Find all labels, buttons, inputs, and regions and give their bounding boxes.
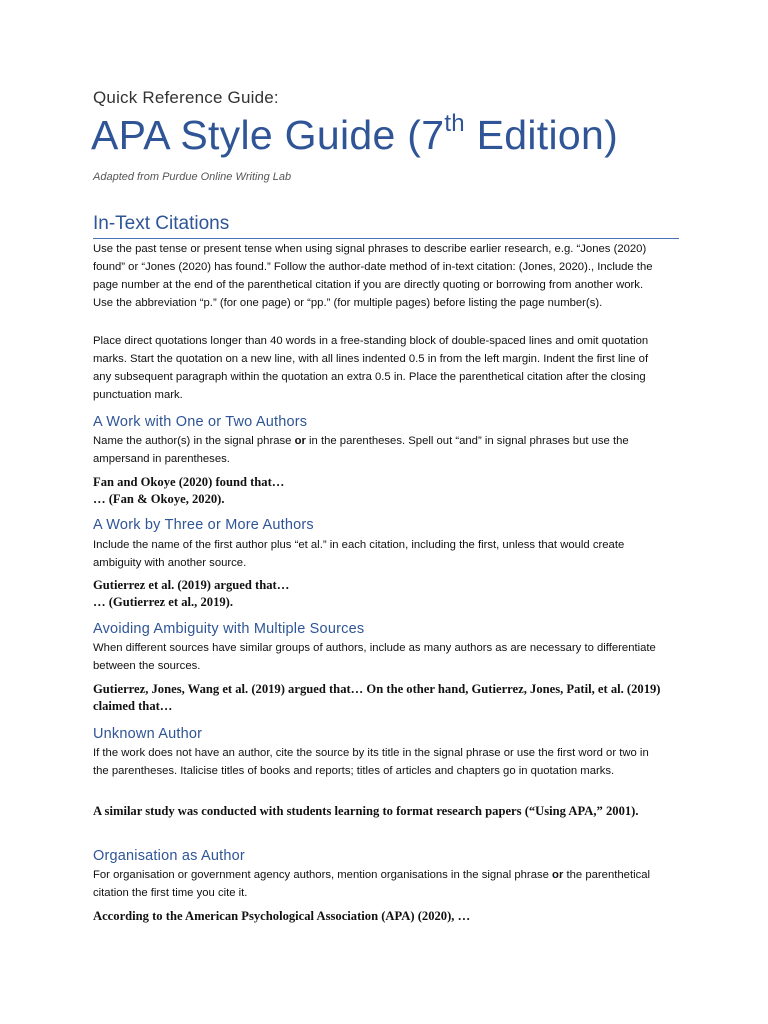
subheading-unknown-author: Unknown Author — [93, 726, 203, 742]
text-part: the parenthetical citation the first time you cite it. — [93, 869, 651, 899]
title-end: Edition) — [464, 112, 619, 158]
three-or-more-authors-text: Include the name of the first author plus “et al.” in each citation, including the first, unless that would create ambiguity with another source. — [93, 539, 625, 569]
example-line: Fan and Okoye (2020) found that… — [93, 475, 285, 489]
subheading-one-or-two-authors: A Work with One or Two Authors — [93, 414, 308, 430]
subheading-three-or-more-authors: A Work by Three or More Authors — [93, 517, 314, 533]
text-part: Name the author(s) in the signal phrase — [93, 435, 295, 447]
kicker-label: Quick Reference Guide: — [93, 88, 279, 107]
title-main: APA Style Guide (7 — [91, 112, 445, 158]
bold-or: or — [552, 869, 564, 881]
title-superscript: th — [444, 110, 465, 138]
example-line: According to the American Psychological Association (APA) (2020), … — [93, 909, 471, 923]
avoiding-ambiguity-text: When different sources have similar groups of authors, include as many authors as are necessary to differentiate between the sources. — [93, 642, 656, 672]
section-heading: In-Text Citations — [93, 213, 230, 234]
section-divider — [93, 238, 679, 239]
example-line: Gutierrez, Jones, Wang et al. (2019) argued that… On the other hand, Gutierrez, Jones, Patil, et al. (2019) claimed that… — [93, 682, 661, 713]
example-block — [93, 681, 673, 715]
example-block — [93, 803, 673, 820]
example-block — [93, 577, 673, 611]
subheading-organisation-as-author: Organisation as Author — [93, 848, 245, 864]
organisation-as-author-text — [93, 866, 663, 902]
one-or-two-authors-text — [93, 432, 663, 468]
text-part: in the parentheses. Spell out “and” in signal phrases but use the ampersand in parentheses. — [93, 435, 629, 465]
example-line: … (Gutierrez et al., 2019). — [93, 595, 234, 609]
section-paragraph-2: Place direct quotations longer than 40 words in a free-standing block of double-spaced lines and omit quotation marks. Start the quotation on a new line, with all lines indented 0.5 in from the left margin. Indent the first line of any subsequent paragraph within the quotation an extra 0.5 in. Place the parenthetical citation after the closing punctuation mark. — [93, 335, 649, 401]
page-subtitle: Adapted from Purdue Online Writing Lab — [93, 171, 292, 183]
section-paragraph-1: Use the past tense or present tense when using signal phrases to describe earlier research, e.g. “Jones (2020) found” or “Jones (2020) has found.” Follow the author-date method of in-text citation: (Jones, 2020)., Include the page number at the end of the parenthetical citation if you are directly quoting or borrowing from another work. Use the abbreviation “p.” (for one page) or “pp.” (for multiple pages) before listing the page number(s). — [93, 243, 653, 309]
example-line: … (Fan & Okoye, 2020). — [93, 492, 225, 506]
example-line: Gutierrez et al. (2019) argued that… — [93, 578, 290, 592]
text-part: For organisation or government agency authors, mention organisations in the signal phrase — [93, 869, 553, 881]
bold-or: or — [294, 435, 306, 447]
subheading-avoiding-ambiguity: Avoiding Ambiguity with Multiple Sources — [93, 621, 365, 637]
unknown-author-text: If the work does not have an author, cite the source by its title in the signal phrase or use the first word or two in the parentheses. Italicise titles of books and reports; titles of articles and chapters go in quotation marks. — [93, 747, 649, 777]
example-line: A similar study was conducted with students learning to format research papers (“Using APA,” 2001). — [93, 804, 639, 818]
example-block — [93, 474, 673, 508]
page-title — [91, 112, 618, 159]
example-block — [93, 908, 673, 925]
